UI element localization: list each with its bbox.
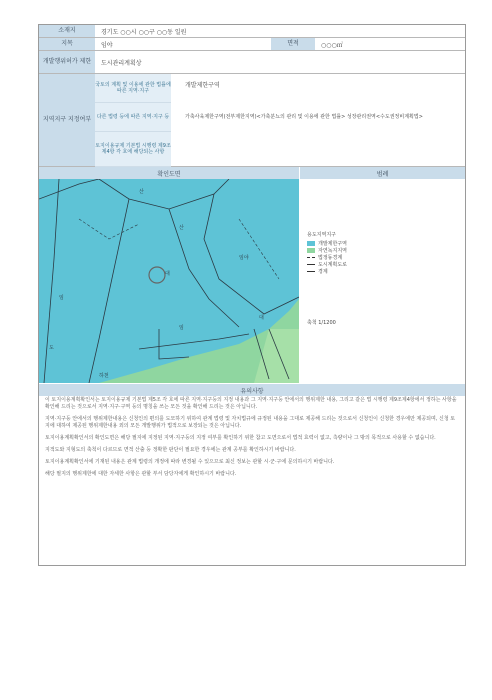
map-label-7: 임 <box>179 325 184 331</box>
zoning-value-a: 개발제한구역 <box>185 82 220 89</box>
permit-label: 개발행위허가 제한 <box>39 51 95 73</box>
note-paragraph: 토지이용계획확인서의 확인도면은 해당 필지에 지정된 지역·지구등의 지정 여부를 확인하기 위한 참고 도면으로서 법적 효력이 없고, 측량이나 그 밖의 목적으로 사용할 수 없습니다. <box>45 435 436 441</box>
note-paragraph: 토지이용계획확인서에 기재된 내용은 관계 법령의 개정에 따라 변경될 수 있으므로 최신 정보는 관할 시·군·구에 문의하시기 바랍니다. <box>45 459 335 465</box>
legend-swatch-green <box>307 248 315 253</box>
note-paragraph: 지역·지구등 안에서의 행위제한내용은 신청인의 편의를 도모하기 위하여 관계 법령 및 자치법규에 규정된 내용을 그대로 제공해 드리는 것으로서 신청인이 신청한 경우에만 제공되며, 신청 토지에 대하여 제공된 행위제한내용 외의 모든 개발행위가 법적으로 보장되는 것은 아닙니다. <box>45 416 456 429</box>
legend-header: 범례 <box>300 167 465 179</box>
note-paragraph: 지적도와 지형도의 축척이 다르므로 면적 산출 등 정확한 판단이 필요한 경우에는 관계 공부를 확인하시기 바랍니다. <box>45 447 296 453</box>
legend-swatch-restricted <box>307 241 315 246</box>
confirmation-map <box>39 179 299 383</box>
zoning-sub-other: 다른 법령 등에 따른 지역·지구 등 <box>95 103 171 132</box>
notes-header: 유의사항 <box>39 384 465 396</box>
land-category-value: 임야 <box>101 41 113 49</box>
permit-row <box>39 51 465 74</box>
address-label: 소재지 <box>39 25 95 37</box>
map-label-5: 임 <box>59 295 64 301</box>
note-paragraph: 해당 필지의 행위제한에 대한 자세한 사항은 관할 부서 담당자에게 확인하시기 바랍니다. <box>45 471 237 477</box>
map-legend <box>307 231 457 326</box>
address-row <box>39 25 465 38</box>
area-label: 면적 <box>271 38 315 50</box>
map-header: 확인도면 <box>39 167 299 179</box>
zoning-sub-national: 국토의 계획 및 이용에 관한 법률에 따른 지역·지구 <box>95 74 171 103</box>
map-label-2: 산 <box>179 225 184 231</box>
notes-section <box>45 397 459 483</box>
land-category-label: 지목 <box>39 38 95 50</box>
legend-title: 용도지역지구 <box>307 232 336 238</box>
land-category-row <box>39 38 465 51</box>
legend-item-restricted: 개발제한구역 <box>307 240 457 247</box>
map-label-1: 산 <box>139 189 144 195</box>
zoning-value-b: 가축사육제한구역(전부제한지역)<가축분뇨의 관리 및 이용에 관한 법률> 성장관리권역<수도권정비계획법> <box>185 114 423 120</box>
map-label-8: 대 <box>259 315 264 321</box>
map-svg <box>39 179 299 383</box>
legend-item-road: 도시계획도로 <box>307 261 457 268</box>
zoning-row <box>39 74 465 167</box>
note-paragraph: 이 토지이용계획확인서는 토지이용규제 기본법 제5조 각 호에 따른 지역·지구등의 지정 내용과 그 지역·지구등 안에서의 행위제한 내용, 그리고 같은 법 시행령 제9조제4항에서 정하는 사항을 확인해 드리는 것으로서 지역·지구·구역 등의 명칭을 쓰는 모든 것을 확인해 드리는 것은 아닙니다. <box>45 397 457 410</box>
legend-line-icon <box>307 271 315 272</box>
legend-item-dong-boundary: 법정동경계 <box>307 254 457 261</box>
zoning-label: 지역지구 지정여부 <box>39 74 95 166</box>
address-value: 경기도 ○○시 ○○구 ○○동 일원 <box>101 28 187 36</box>
land-use-document <box>38 24 466 566</box>
legend-dash-icon <box>307 257 315 258</box>
map-label-3: 임야 <box>239 255 249 261</box>
map-label-9: 하천 <box>99 373 109 379</box>
zoning-sub-decree: 토지이용규제 기본법 시행령 제9조제4항 각 호에 해당되는 사항 <box>95 132 171 167</box>
map-label-6: 도 <box>49 345 54 351</box>
legend-line-icon <box>307 264 315 265</box>
legend-item-boundary: 경계 <box>307 268 457 275</box>
map-scale: 축척 1/1200 <box>307 320 336 326</box>
legend-item-green: 자연녹지지역 <box>307 247 457 254</box>
permit-value: 도시관리계획상 <box>101 59 142 67</box>
area-value: ○○○㎡ <box>321 41 343 49</box>
map-label-4: 대 <box>165 271 170 277</box>
